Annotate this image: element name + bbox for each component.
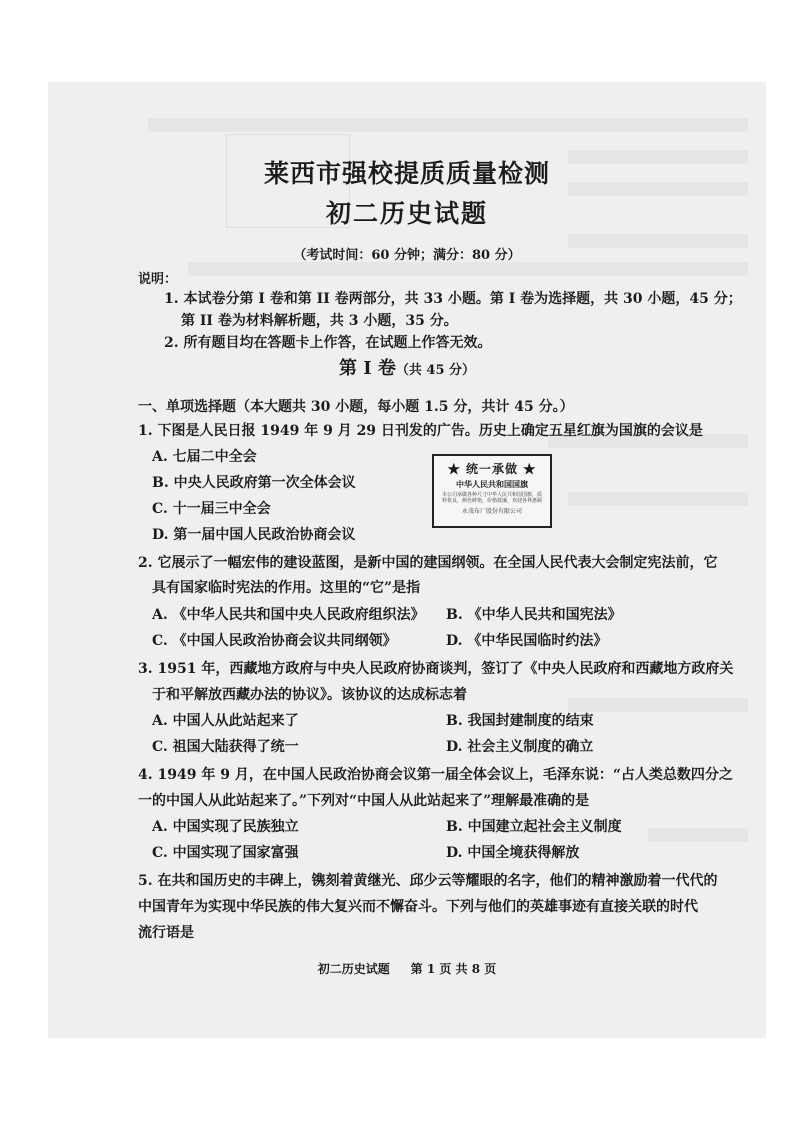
question-4-option-c: C. 中国实现了国家富强 [152, 845, 299, 861]
question-1-option-d: D. 第一届中国人民政治协商会议 [152, 527, 356, 543]
question-2-stem: 2. 它展示了一幅宏伟的建设蓝图，是新中国的建国纲领。在全国人民代表大会制定宪法前，它 [138, 555, 718, 571]
bleed-through-line [568, 492, 748, 506]
question-4-stem: 一的中国人从此站起来了。”下列对“中国人从此站起来了”理解最准确的是 [138, 793, 590, 809]
ad-company: 永茂布厂股份有限公司 [461, 508, 522, 515]
footer-subject: 初二历史试题 [317, 962, 390, 976]
note-line: 2. 所有题目均在答题卡上作答，在试题上作答无效。 [164, 335, 492, 351]
question-2-option-b: B. 《中华人民共和国宪法》 [446, 607, 622, 623]
exam-info: （考试时间：60 分钟；满分：80 分） [293, 248, 521, 263]
ad-subtitle: 中华人民共和国国旗 [456, 479, 528, 489]
section-title: 第 I 卷 [338, 358, 396, 379]
note-line: 1. 本试卷分第 I 卷和第 II 卷两部分，共 33 小题。第 I 卷为选择题，共 30 小题，45 分； [164, 291, 742, 307]
question-3-option-d: D. 社会主义制度的确立 [446, 739, 594, 755]
question-1-option-a: A. 七届二中全会 [152, 449, 257, 465]
ad-title-row [434, 460, 550, 477]
question-5-stem: 中国青年为实现中华民族的伟大复兴而不懈奋斗。下列与他们的英雄事迹有直接关联的时代 [138, 899, 698, 915]
footer-page-number: 第 1 页 共 8 页 [410, 962, 497, 976]
newspaper-ad-image [432, 454, 552, 528]
star-icon: ★ [523, 462, 537, 476]
notes-label: 说明： [138, 272, 178, 287]
question-4-stem: 4. 1949 年 9 月，在中国人民政治协商会议第一届全体会议上，毛泽东说：“占人类总数四分之 [138, 767, 733, 783]
bleed-through-line [188, 262, 748, 276]
question-3-stem: 于和平解放西藏办法的协议》。该协议的达成标志着 [152, 687, 467, 703]
exam-subtitle: 初二历史试题 [325, 199, 488, 228]
bleed-through-line [648, 828, 748, 842]
star-icon: ★ [447, 462, 461, 476]
question-3-option-c: C. 祖国大陆获得了统一 [152, 739, 299, 755]
bleed-through-line [148, 118, 748, 132]
question-3-stem: 3. 1951 年，西藏地方政府与中央人民政府协商谈判，签订了《中央人民政府和西藏地方政府关 [138, 661, 734, 677]
question-5-stem: 5. 在共和国历史的丰碑上，镌刻着黄继光、邱少云等耀眼的名字，他们的精神激励着一代代的 [138, 873, 718, 889]
ad-body: 本公司承做各种尺寸中华人民共和国国旗，质料优良，颜色鲜艳，价格低廉，欢迎各界惠顾 [441, 492, 542, 504]
question-2-option-d: D. 《中华民国临时约法》 [446, 633, 608, 649]
exam-title: 莱西市强校提质质量检测 [263, 159, 550, 188]
section-heading [48, 354, 766, 380]
question-2-option-a: A. 《中华人民共和国中央人民政府组织法》 [152, 607, 425, 623]
note-line: 第 II 卷为材料解析题，共 3 小题，35 分。 [181, 313, 458, 329]
question-3-option-b: B. 我国封建制度的结束 [446, 713, 594, 729]
page-footer [48, 960, 766, 977]
question-2-option-c: C. 《中国人民政治协商会议共同纲领》 [152, 633, 397, 649]
question-1-option-b: B. 中央人民政府第一次全体会议 [152, 475, 356, 491]
exam-paper [48, 82, 766, 1038]
bleed-through-line [568, 698, 748, 712]
question-2-stem: 具有国家临时宪法的作用。这里的“它”是指 [152, 580, 421, 596]
question-1-option-c: C. 十一届三中全会 [152, 501, 271, 517]
question-4-option-b: B. 中国建立起社会主义制度 [446, 819, 622, 835]
section-score: （共 45 分） [395, 363, 476, 378]
part-heading: 一、单项选择题（本大题共 30 小题，每小题 1.5 分，共计 45 分。） [138, 399, 574, 415]
ad-title: 统一承做 [465, 462, 518, 476]
question-4-option-d: D. 中国全境获得解放 [446, 845, 580, 861]
question-4-option-a: A. 中国实现了民族独立 [152, 819, 299, 835]
question-5-stem: 流行语是 [138, 925, 194, 941]
question-3-option-a: A. 中国人从此站起来了 [152, 713, 299, 729]
question-1-stem: 1. 下图是人民日报 1949 年 9 月 29 日刊发的广告。历史上确定五星红旗为国旗的会议是 [138, 423, 703, 439]
